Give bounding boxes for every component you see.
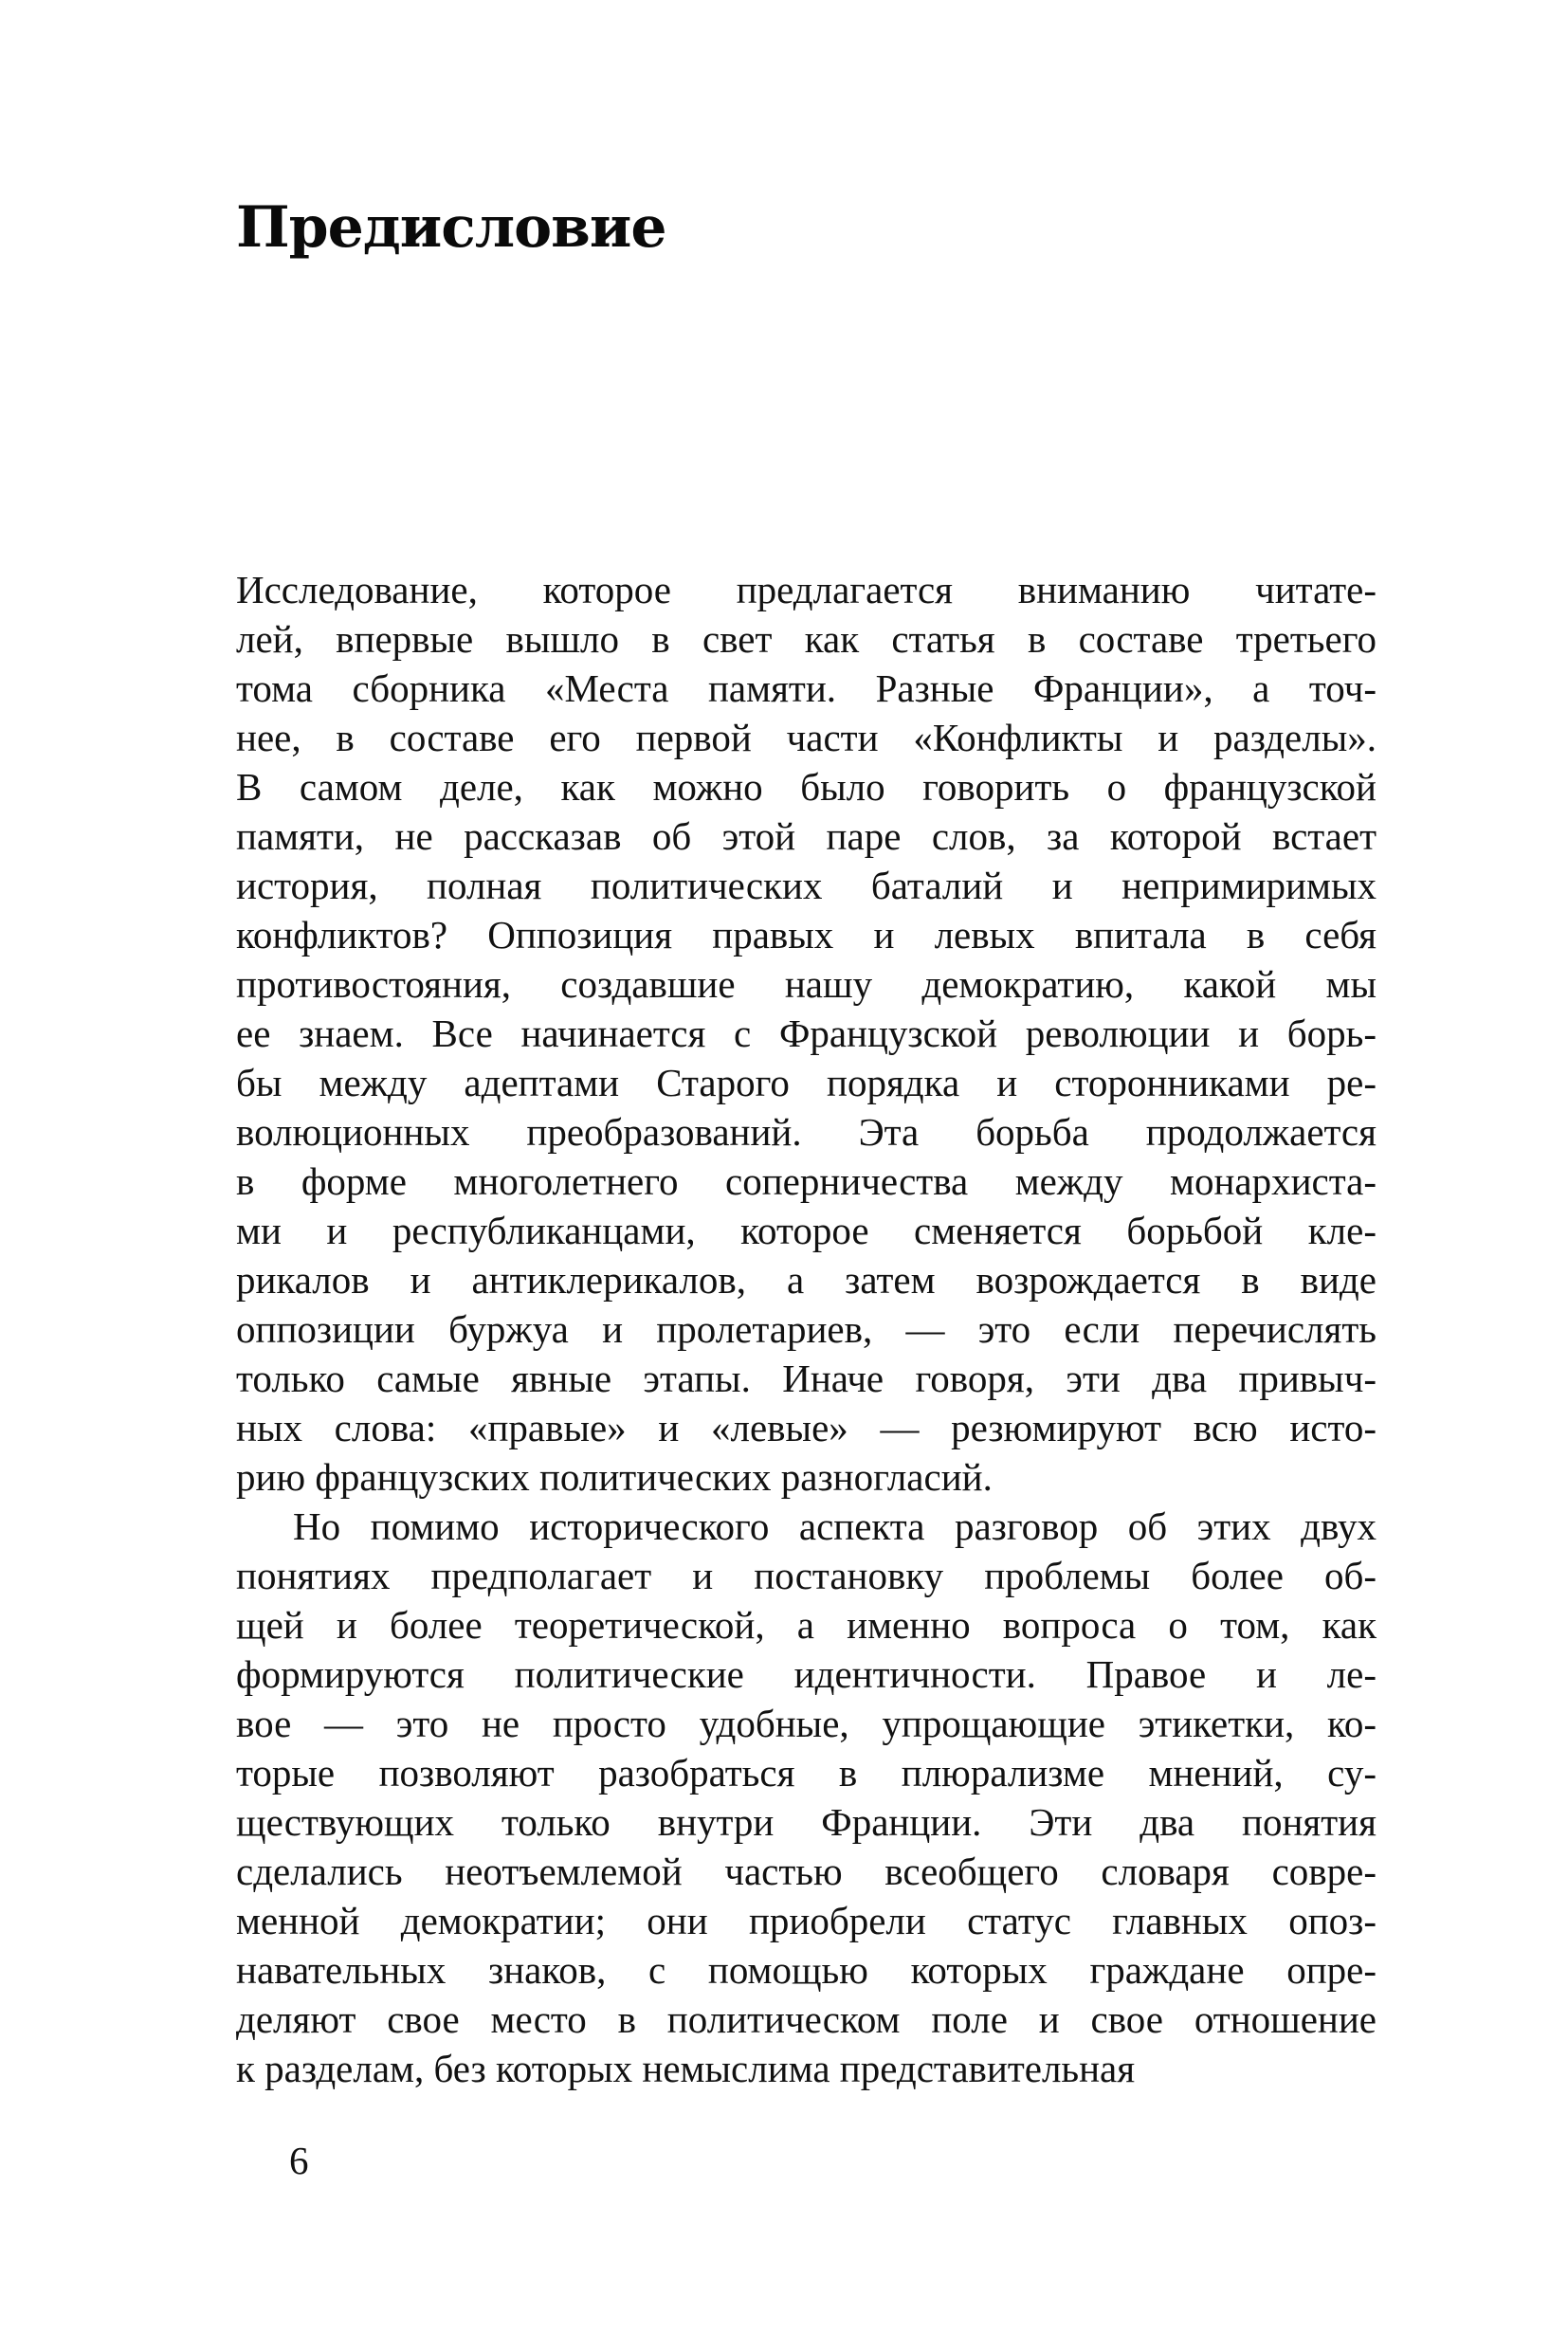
text-line: нее, в составе его первой части «Конфликты и разделы». [236, 716, 1377, 759]
text-line: понятиях предполагает и постановку проблемы более об- [236, 1554, 1377, 1597]
text-line: в форме многолетнего соперничества между монархиста- [236, 1159, 1377, 1203]
text-line: рикалов и антиклерикалов, а затем возрождается в виде [236, 1258, 1377, 1302]
paragraph [236, 565, 1377, 1502]
text-line: Исследование, которое предлагается вниманию читате- [236, 568, 1377, 611]
text-line: менной демократии; они приобрели статус главных опоз- [236, 1899, 1377, 1942]
text-line: щей и более теоретической, а именно вопроса о том, как [236, 1603, 1377, 1647]
text-line: ных слова: «правые» и «левые» — резюмируют всю исто- [236, 1406, 1377, 1449]
paragraph [236, 1502, 1377, 2093]
text-line: волюционных преобразований. Эта борьба продолжается [236, 1110, 1377, 1154]
text-line: только самые явные этапы. Иначе говоря, эти два привыч- [236, 1357, 1377, 1400]
text-line: навательных знаков, с помощью которых граждане опре- [236, 1948, 1377, 1992]
text-line: бы между адептами Старого порядка и сторонниками ре- [236, 1061, 1377, 1104]
text-line: В самом деле, как можно было говорить о французской [236, 765, 1377, 809]
text-line: ществующих только внутри Франции. Эти два понятия [236, 1800, 1377, 1844]
text-line: противостояния, создавшие нашу демократию, какой мы [236, 962, 1377, 1006]
text-line: ми и республиканцами, которое сменяется борьбой кле- [236, 1209, 1377, 1252]
text-line: лей, впервые вышло в свет как статья в составе третьего [236, 617, 1377, 661]
text-line: оппозиции буржуа и пролетариев, — это если перечислять [236, 1307, 1377, 1351]
text-line: торые позволяют разобраться в плюрализме мнений, су- [236, 1751, 1377, 1795]
chapter-heading: Предисловие [236, 194, 666, 261]
text-line: рию французских политических разногласий. [236, 1455, 993, 1499]
text-line: тома сборника «Места памяти. Разные Франции», а точ- [236, 666, 1377, 710]
text-line: памяти, не рассказав об этой паре слов, за которой встает [236, 814, 1377, 858]
text-line: деляют свое место в политическом поле и свое отношение [236, 1997, 1377, 2041]
text-line: вое — это не просто удобные, упрощающие этикетки, ко- [236, 1702, 1377, 1745]
text-line: конфликтов? Оппозиция правых и левых впитала в себя [236, 913, 1377, 957]
body-text [236, 565, 1377, 2093]
text-line: к разделам, без которых немыслима представительная [236, 2047, 1136, 2090]
page-number: 6 [289, 2139, 309, 2182]
text-line: сделались неотъемлемой частью всеобщего словаря совре- [236, 1850, 1377, 1893]
text-line: Но помимо исторического аспекта разговор об этих двух [293, 1504, 1377, 1548]
text-line: формируются политические идентичности. Правое и ле- [236, 1652, 1377, 1696]
text-line: история, полная политических баталий и непримиримых [236, 864, 1377, 907]
text-line: ее знаем. Все начинается с Французской революции и борь- [236, 1011, 1377, 1055]
